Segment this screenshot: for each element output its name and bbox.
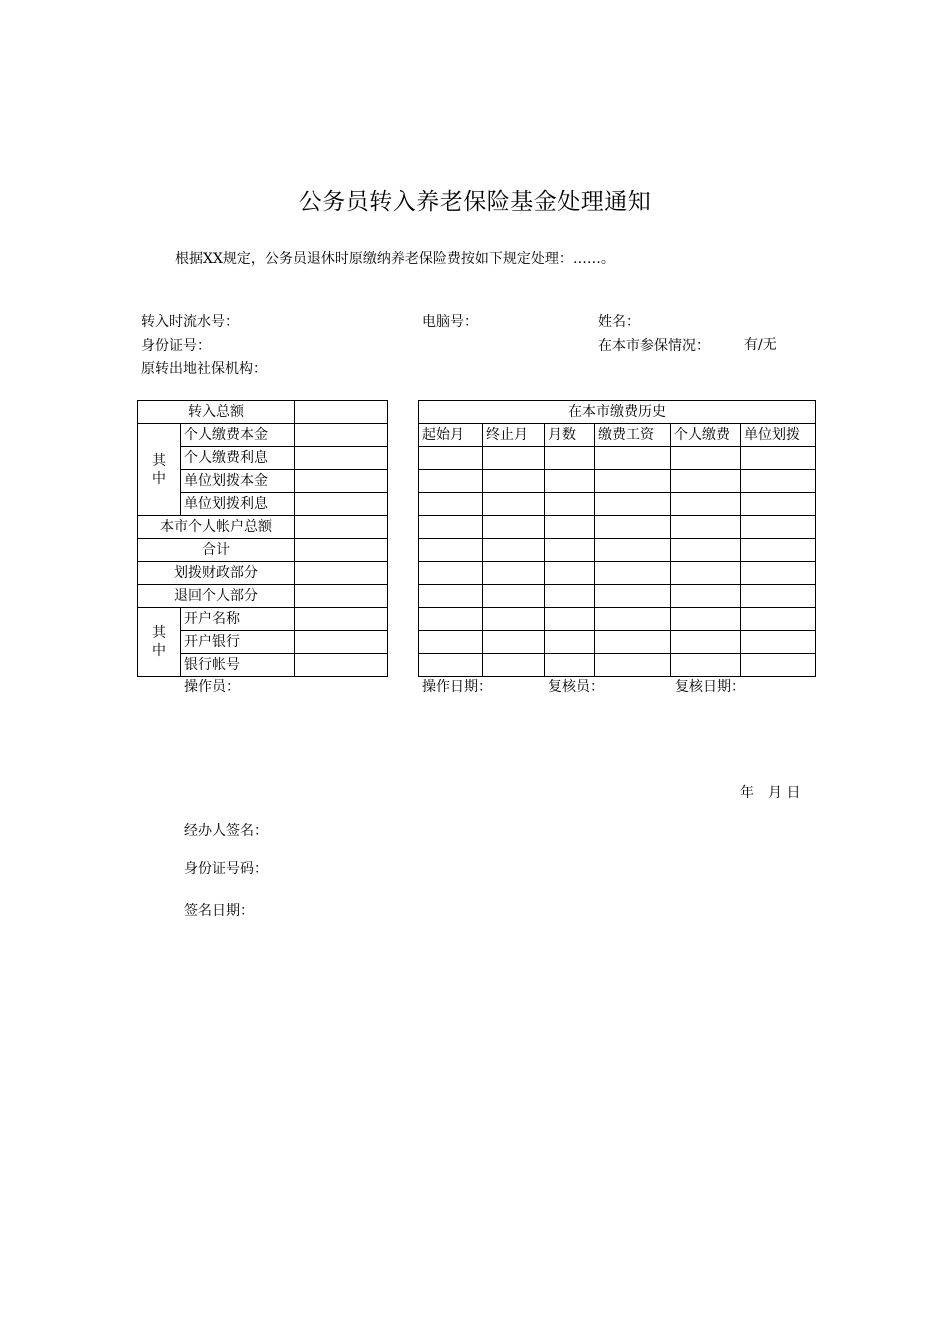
local-status-label: 在本市参保情况： — [598, 338, 710, 354]
col-personal-contribution: 个人缴费 — [671, 424, 741, 447]
history-cell[interactable] — [595, 608, 671, 631]
history-cell[interactable] — [483, 470, 545, 493]
history-cell[interactable] — [483, 562, 545, 585]
history-cell[interactable] — [741, 654, 816, 677]
history-cell[interactable] — [595, 654, 671, 677]
history-cell[interactable] — [741, 447, 816, 470]
unit-interest-value[interactable] — [295, 493, 388, 516]
history-cell[interactable] — [483, 493, 545, 516]
history-row — [419, 654, 816, 677]
history-cell[interactable] — [741, 470, 816, 493]
history-cell[interactable] — [595, 470, 671, 493]
history-cell[interactable] — [419, 654, 483, 677]
col-end-month: 终止月 — [483, 424, 545, 447]
original-agency-label: 原转出地社保机构： — [141, 361, 267, 377]
fiscal-part-value[interactable] — [295, 562, 388, 585]
history-cell[interactable] — [671, 539, 741, 562]
bank-label: 开户银行 — [181, 631, 295, 654]
history-cell[interactable] — [671, 608, 741, 631]
history-cell[interactable] — [419, 516, 483, 539]
total-in-value[interactable] — [295, 401, 388, 424]
history-row — [419, 608, 816, 631]
among-label-2: 其 中 — [138, 608, 181, 677]
history-row — [419, 562, 816, 585]
history-cell[interactable] — [741, 562, 816, 585]
history-cell[interactable] — [741, 631, 816, 654]
history-cell[interactable] — [483, 447, 545, 470]
history-cell[interactable] — [671, 470, 741, 493]
history-header-row — [419, 424, 816, 447]
history-cell[interactable] — [419, 447, 483, 470]
sum-value[interactable] — [295, 539, 388, 562]
operator-label: 操作员： — [184, 679, 240, 695]
history-cell[interactable] — [545, 654, 595, 677]
history-row — [419, 447, 816, 470]
city-account-total-label: 本市个人帐户总额 — [138, 516, 295, 539]
history-row — [419, 585, 816, 608]
unit-principal-label: 单位划拨本金 — [181, 470, 295, 493]
intro-paragraph: 根据XX规定，公务员退休时原缴纳养老保险费按如下规定处理：……。 — [175, 251, 615, 267]
payment-history-table — [418, 400, 816, 677]
history-cell[interactable] — [419, 539, 483, 562]
personal-interest-label: 个人缴费利息 — [181, 447, 295, 470]
unit-interest-label: 单位划拨利息 — [181, 493, 295, 516]
review-date-label: 复核日期： — [675, 679, 745, 695]
transfer-serial-label: 转入时流水号： — [141, 314, 239, 330]
sum-label: 合计 — [138, 539, 295, 562]
date-line: 年 月 日 — [740, 785, 801, 801]
page-title: 公务员转入养老保险基金处理通知 — [298, 189, 652, 215]
history-cell[interactable] — [741, 585, 816, 608]
col-unit-allocation: 单位划拨 — [741, 424, 816, 447]
history-cell[interactable] — [545, 470, 595, 493]
history-cell[interactable] — [671, 493, 741, 516]
history-cell[interactable] — [545, 493, 595, 516]
history-cell[interactable] — [419, 470, 483, 493]
history-cell[interactable] — [595, 516, 671, 539]
total-in-label: 转入总额 — [138, 401, 295, 424]
name-label: 姓名： — [598, 314, 640, 330]
history-cell[interactable] — [483, 608, 545, 631]
city-account-total-value[interactable] — [295, 516, 388, 539]
personal-interest-value[interactable] — [295, 447, 388, 470]
history-cell[interactable] — [741, 539, 816, 562]
history-cell[interactable] — [595, 447, 671, 470]
among-label-1: 其 中 — [138, 424, 181, 516]
sign-date-label: 签名日期： — [184, 903, 254, 919]
transfer-amount-table — [137, 400, 388, 677]
history-cell[interactable] — [595, 539, 671, 562]
handler-id-label: 身份证号码： — [184, 861, 268, 877]
history-cell[interactable] — [595, 585, 671, 608]
history-cell[interactable] — [419, 585, 483, 608]
col-month-count: 月数 — [545, 424, 595, 447]
unit-principal-value[interactable] — [295, 470, 388, 493]
history-cell[interactable] — [545, 516, 595, 539]
history-row — [419, 493, 816, 516]
personal-principal-label: 个人缴费本金 — [181, 424, 295, 447]
local-status-value: 有/无 — [744, 337, 777, 353]
history-cell[interactable] — [741, 493, 816, 516]
history-cell[interactable] — [595, 631, 671, 654]
account-name-label: 开户名称 — [181, 608, 295, 631]
history-cell[interactable] — [483, 539, 545, 562]
history-row — [419, 516, 816, 539]
history-cell[interactable] — [545, 447, 595, 470]
history-cell[interactable] — [483, 516, 545, 539]
history-cell[interactable] — [741, 516, 816, 539]
history-cell[interactable] — [545, 608, 595, 631]
history-row — [419, 470, 816, 493]
fiscal-part-label: 划拨财政部分 — [138, 562, 295, 585]
account-name-value[interactable] — [295, 608, 388, 631]
history-row — [419, 539, 816, 562]
op-date-label: 操作日期： — [422, 679, 492, 695]
history-cell[interactable] — [483, 631, 545, 654]
computer-no-label: 电脑号： — [422, 314, 478, 330]
history-cell[interactable] — [419, 631, 483, 654]
history-cell[interactable] — [741, 608, 816, 631]
col-wage-base: 缴费工资 — [595, 424, 671, 447]
bank-account-value[interactable] — [295, 654, 388, 677]
refund-part-value[interactable] — [295, 585, 388, 608]
history-row — [419, 631, 816, 654]
reviewer-label: 复核员： — [548, 679, 604, 695]
history-cell[interactable] — [595, 562, 671, 585]
history-cell[interactable] — [671, 585, 741, 608]
refund-part-label: 退回个人部分 — [138, 585, 295, 608]
history-cell[interactable] — [671, 562, 741, 585]
history-cell[interactable] — [483, 585, 545, 608]
history-cell[interactable] — [419, 493, 483, 516]
handler-sign-label: 经办人签名： — [184, 823, 268, 839]
history-cell[interactable] — [419, 562, 483, 585]
history-cell[interactable] — [545, 562, 595, 585]
history-cell[interactable] — [671, 516, 741, 539]
history-cell[interactable] — [671, 447, 741, 470]
history-cell[interactable] — [545, 631, 595, 654]
history-cell[interactable] — [671, 631, 741, 654]
history-cell[interactable] — [545, 585, 595, 608]
bank-value[interactable] — [295, 631, 388, 654]
history-cell[interactable] — [595, 493, 671, 516]
payment-history-title: 在本市缴费历史 — [419, 401, 816, 424]
history-cell[interactable] — [545, 539, 595, 562]
col-start-month: 起始月 — [419, 424, 483, 447]
id-no-label: 身份证号： — [141, 338, 211, 354]
history-cell[interactable] — [419, 608, 483, 631]
history-cell[interactable] — [483, 654, 545, 677]
personal-principal-value[interactable] — [295, 424, 388, 447]
bank-account-label: 银行帐号 — [181, 654, 295, 677]
history-cell[interactable] — [671, 654, 741, 677]
